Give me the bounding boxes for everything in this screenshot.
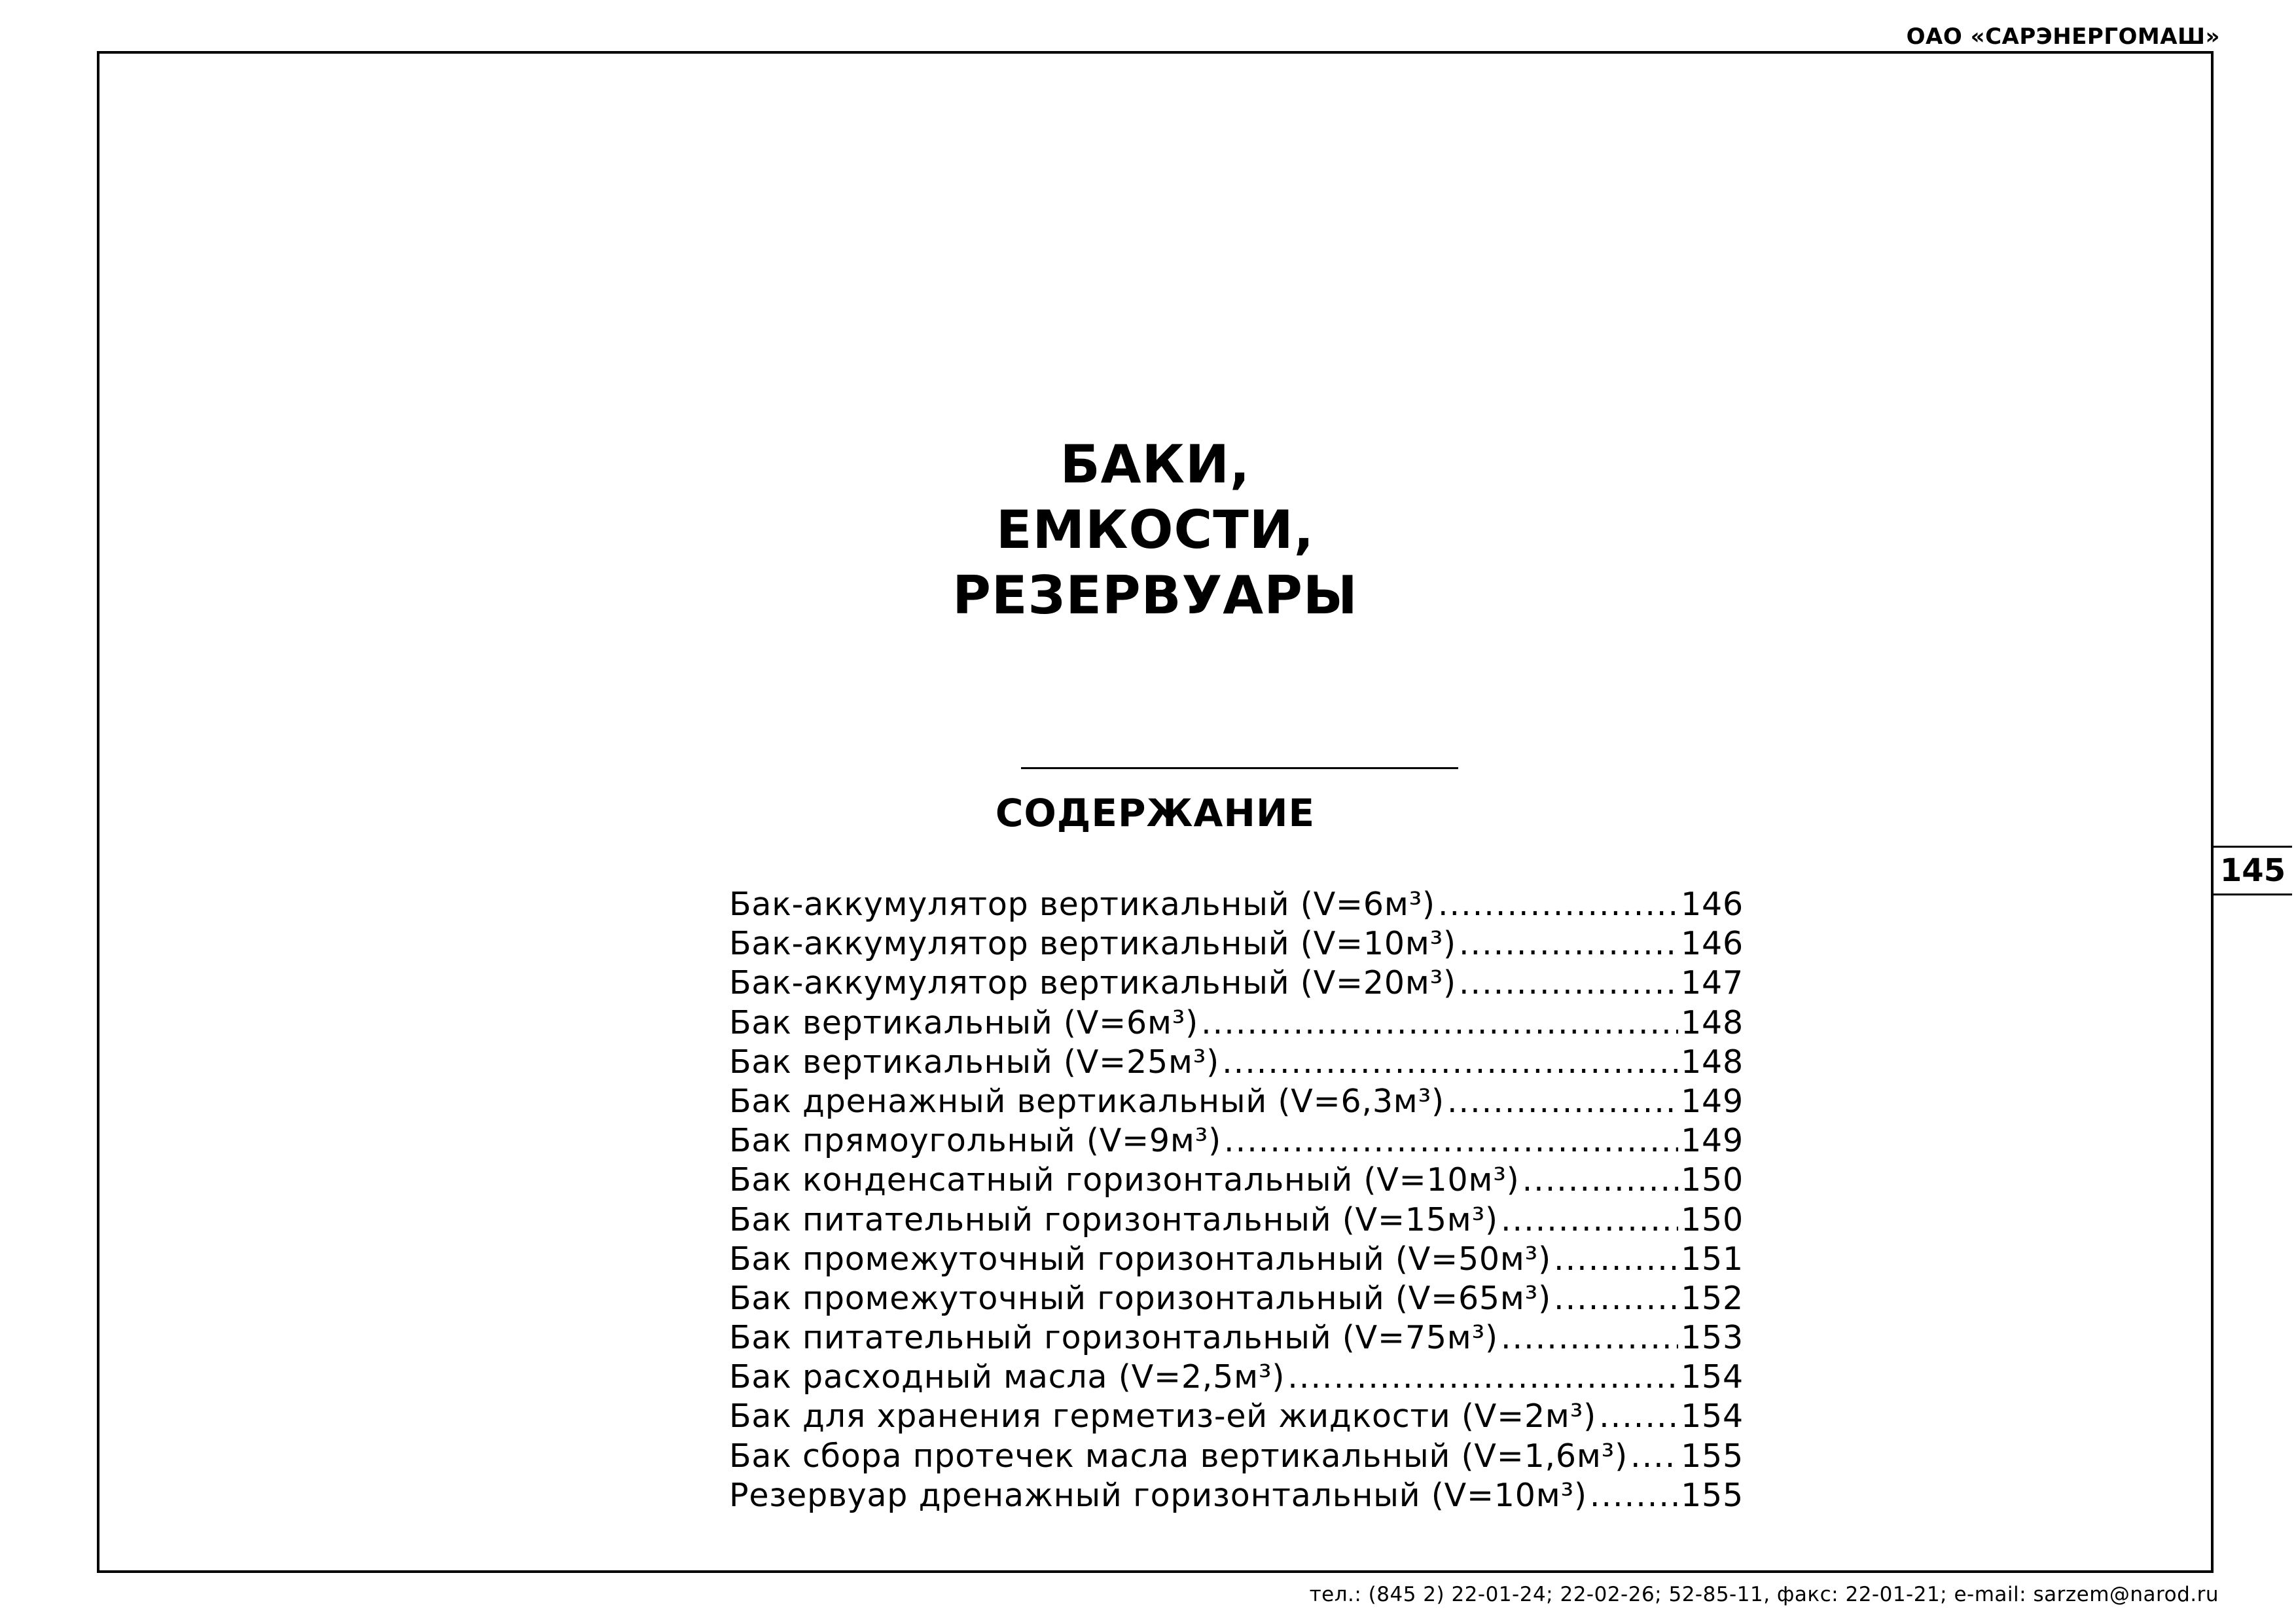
- toc-entry-page: 150: [1681, 1200, 1744, 1238]
- toc-entry[interactable]: [729, 1318, 1744, 1358]
- toc-entry-label: Бак вертикальный (V=25м³): [729, 1043, 1220, 1081]
- toc-leader-dots: [1201, 1003, 1678, 1043]
- toc-leader-dots: [1287, 1358, 1678, 1397]
- toc-entry-page: 149: [1681, 1082, 1744, 1120]
- toc-entry-label: Бак-аккумулятор вертикальный (V=6м³): [729, 886, 1435, 923]
- toc-entry-page: 151: [1681, 1240, 1744, 1278]
- toc-entry-page: 148: [1681, 1003, 1744, 1041]
- footer-contacts: тел.: (845 2) 22-01-24; 22-02-26; 52-85-11, факс: 22-01-21; e-mail: sarzem@narod.ru: [1309, 1583, 2219, 1606]
- toc-entry-page: 147: [1681, 964, 1744, 1002]
- toc-entry-page: 154: [1681, 1398, 1744, 1435]
- toc-leader-dots: [1459, 964, 1678, 1003]
- heading-divider: [1021, 767, 1458, 769]
- toc-leader-dots: [1554, 1240, 1678, 1279]
- toc-entry-label: Бак-аккумулятор вертикальный (V=20м³): [729, 964, 1456, 1002]
- toc-leader-dots: [1522, 1161, 1678, 1200]
- toc-entry-label: Бак сбора протечек масла вертикальный (V=1,6м³): [729, 1437, 1628, 1475]
- toc-entry[interactable]: [729, 1082, 1744, 1121]
- toc-leader-dots: [1590, 1476, 1678, 1515]
- toc-entry-page: 154: [1681, 1358, 1744, 1396]
- toc-entry-page: 155: [1681, 1437, 1744, 1475]
- section-title-line-3: РЕЗЕРВУАРЫ: [952, 565, 1358, 626]
- toc-entry-label: Бак прямоугольный (V=9м³): [729, 1122, 1222, 1160]
- toc-entry[interactable]: [729, 964, 1744, 1003]
- section-title: [97, 432, 2214, 628]
- toc-entry-label: Бак вертикальный (V=6м³): [729, 1003, 1199, 1041]
- toc-entry-label: Бак расходный масла (V=2,5м³): [729, 1358, 1285, 1396]
- toc-entry-page: 146: [1681, 886, 1744, 923]
- section-title-line-2: ЕМКОСТИ,: [996, 499, 1315, 560]
- toc-entry[interactable]: [729, 1161, 1744, 1200]
- toc-leader-dots: [1501, 1200, 1678, 1240]
- toc-leader-dots: [1599, 1397, 1678, 1436]
- toc-leader-dots: [1224, 1121, 1678, 1161]
- toc-entry[interactable]: [729, 1476, 1744, 1515]
- toc-entry-page: 153: [1681, 1319, 1744, 1357]
- toc-entry[interactable]: [729, 1200, 1744, 1240]
- toc-entry-page: 155: [1681, 1476, 1744, 1514]
- toc-entry-page: 149: [1681, 1122, 1744, 1160]
- toc-entry[interactable]: [729, 1358, 1744, 1397]
- toc-leader-dots: [1459, 924, 1678, 964]
- toc-entry[interactable]: [729, 1437, 1744, 1476]
- toc-entry-page: 146: [1681, 925, 1744, 963]
- toc-entry-label: Бак дренажный вертикальный (V=6,3м³): [729, 1082, 1444, 1120]
- toc-entry-label: Бак промежуточный горизонтальный (V=50м³): [729, 1240, 1552, 1278]
- toc-leader-dots: [1222, 1043, 1678, 1082]
- toc-entry-label: Бак питательный горизонтальный (V=15м³): [729, 1200, 1498, 1238]
- toc-entry[interactable]: [729, 1240, 1744, 1279]
- page-number: 145: [2214, 846, 2292, 895]
- toc-entry-label: Бак-аккумулятор вертикальный (V=10м³): [729, 925, 1456, 963]
- toc-entry[interactable]: [729, 1121, 1744, 1161]
- toc-leader-dots: [1630, 1437, 1678, 1476]
- toc-leader-dots: [1554, 1279, 1678, 1318]
- toc-entry-page: 152: [1681, 1279, 1744, 1317]
- toc-entry[interactable]: [729, 1043, 1744, 1082]
- toc-leader-dots: [1501, 1318, 1678, 1358]
- toc-list: [729, 885, 1744, 1515]
- company-header: ОАО «САРЭНЕРГОМАШ»: [1906, 24, 2220, 50]
- toc-entry-label: Резервуар дренажный горизонтальный (V=10м³): [729, 1476, 1587, 1514]
- toc-entry-page: 150: [1681, 1161, 1744, 1199]
- toc-entry-label: Бак промежуточный горизонтальный (V=65м³): [729, 1279, 1552, 1317]
- toc-entry[interactable]: [729, 1279, 1744, 1318]
- toc-entry[interactable]: [729, 924, 1744, 964]
- toc-entry-label: Бак питательный горизонтальный (V=75м³): [729, 1319, 1498, 1357]
- toc-leader-dots: [1438, 885, 1678, 924]
- toc-heading: СОДЕРЖАНИЕ: [995, 791, 1316, 835]
- section-title-line-1: БАКИ,: [1060, 434, 1251, 495]
- toc-entry-label: Бак для хранения герметиз-ей жидкости (V=2м³): [729, 1398, 1597, 1435]
- toc-entry-label: Бак конденсатный горизонтальный (V=10м³): [729, 1161, 1520, 1199]
- toc-leader-dots: [1447, 1082, 1678, 1121]
- toc-entry[interactable]: [729, 885, 1744, 924]
- toc-entry[interactable]: [729, 1397, 1744, 1436]
- toc-entry-page: 148: [1681, 1043, 1744, 1081]
- toc-entry[interactable]: [729, 1003, 1744, 1043]
